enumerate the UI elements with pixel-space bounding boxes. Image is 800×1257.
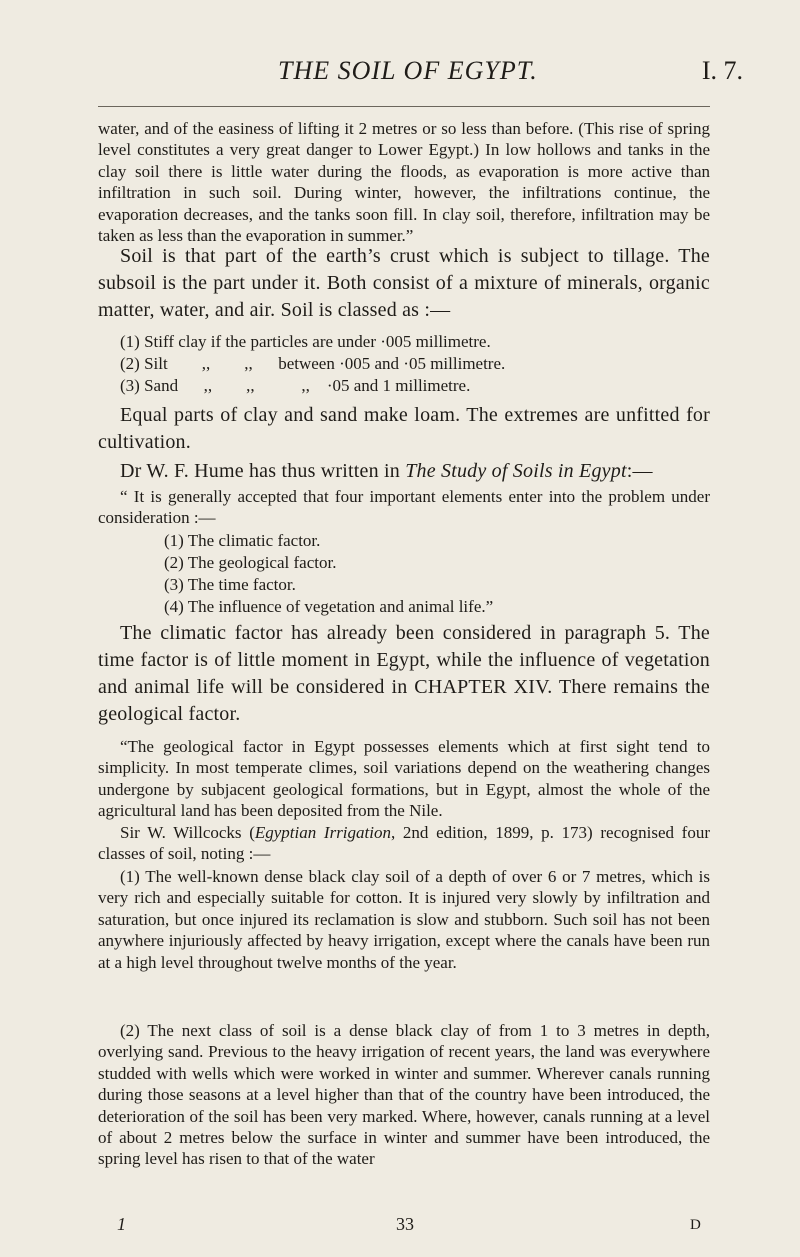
list-item: (3) The time factor.: [164, 575, 296, 594]
book-title: The Study of Soils in Egypt: [405, 460, 627, 482]
elements-list: [164, 530, 493, 618]
paragraph-geological: “The geological factor in Egypt possesses elements which at first sight tend to simplicity. In most temperate climes, soil variations depend on the weathering changes undergone by subjacent geological formations, but in Egypt, almost the whole of the agricultural land has been deposited from the Nile.: [98, 737, 710, 821]
signature-mark: 1: [117, 1214, 126, 1234]
running-title: THE SOIL OF EGYPT.: [278, 56, 538, 85]
paragraph-soil-definition: Soil is that part of the earth’s crust which is subject to tillage. The subsoil is the part under it. Both consist of a mixture of minerals, organic matter, water, and air. Soil is classed as :—: [98, 245, 710, 321]
paragraph-loam: Equal parts of clay and sand make loam. The extremes are unfitted for cultivation.: [98, 404, 710, 453]
page-number: 33: [396, 1214, 414, 1234]
paragraph-climatic: The climatic factor has already been considered in paragraph 5. The time factor is of little moment in Egypt, while the influence of vegetation and animal life will be considered in CHAPTER XIV. There remains the geological factor.: [98, 622, 710, 725]
list-item: (1) Stiff clay if the particles are under ·005 millimetre.: [120, 332, 491, 351]
paragraph-quote-end: water, and of the easiness of lifting it 2 metres or so less than before. (This rise of spring level constitutes a very great danger to Lower Egypt.) In low hollows and tanks in the clay soil there is little water during the floods, as evaporation is more active than infiltration in such soil. During winter, however, the infiltrations continue, the evaporation decreases, and the tanks soon fill. In clay soil, therefore, infiltration may be taken as less than the evaporation in summer.”: [98, 119, 710, 246]
page-header: [98, 56, 743, 104]
list-item: (3) Sand ,, ,, ,, ·05 and 1 millimetre.: [120, 376, 471, 395]
list-item: (4) The influence of vegetation and animal life.”: [164, 597, 494, 616]
list-item: (2) The geological factor.: [164, 553, 337, 572]
book-title: Egyptian Irrigation: [254, 823, 391, 842]
section-number: I. 7.: [701, 56, 743, 85]
list-item: (1) The climatic factor.: [164, 531, 321, 550]
sheet-mark: D: [690, 1217, 701, 1233]
paragraph-hume-quote: “ It is generally accepted that four important elements enter into the problem under consideration :—: [98, 487, 710, 528]
header-rule: [98, 106, 710, 107]
paragraph-hume: Dr W. F. Hume has thus written in The Study of Soils in Egypt:—: [120, 460, 653, 482]
paragraph-willcocks: Sir W. Willcocks (Egyptian Irrigation, 2nd edition, 1899, p. 173) recognised four classes of soil, noting :—: [98, 823, 710, 864]
paragraph-class-1: (1) The well-known dense black clay soil of a depth of over 6 or 7 metres, which is very rich and especially suitable for cotton. It is injured very slowly by infiltration and saturation, but once injured its reclamation is slow and stubborn. Such soil has not been anywhere injuriously affected by heavy irrigation, except where the canals have been run at a high level throughout twelve months of the year.: [98, 867, 710, 972]
paragraph-class-2: (2) The next class of soil is a dense black clay of from 1 to 3 metres in depth, overlying sand. Previous to the heavy irrigation of recent years, the land was everywhere studded with wells which were worked in winter and summer. Wherever canals running during those seasons at a level higher than that of the country have been introduced, the deterioration of the soil has been very marked. Where, however, canals running at a level of about 2 metres below the surface in winter and summer have been introduced, the spring level has risen to that of the water: [98, 1021, 710, 1169]
list-item: (2) Silt ,, ,, between ·005 and ·05 millimetre.: [120, 354, 506, 373]
soil-classes-list: [120, 331, 505, 397]
